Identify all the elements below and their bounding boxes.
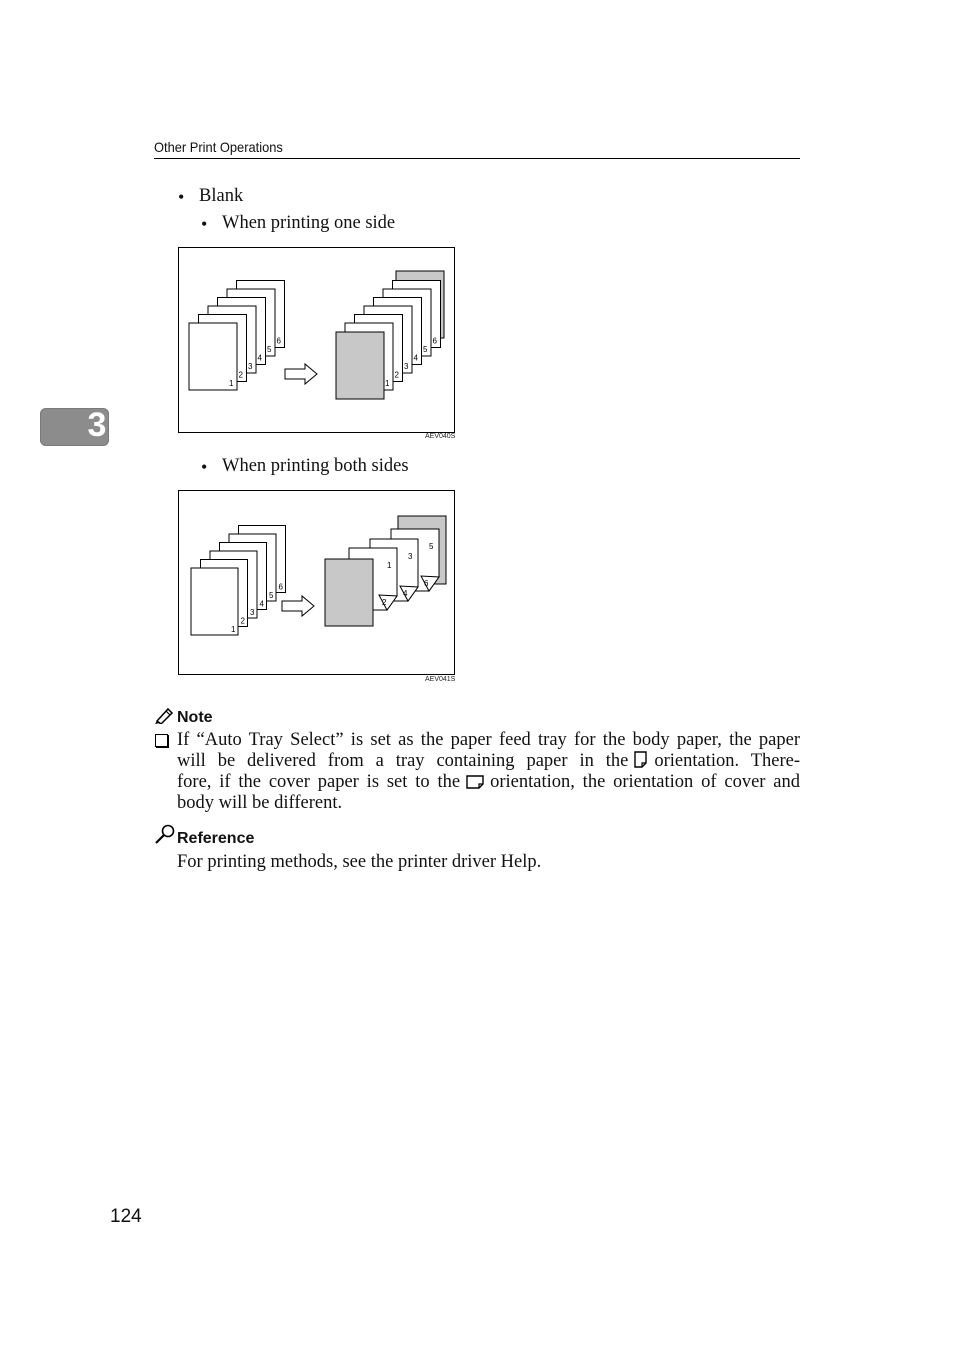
portrait-paper-icon (634, 751, 648, 768)
page-number-label: 5 (423, 345, 428, 354)
page-number-label: 4 (257, 353, 262, 363)
figure-both-sides (178, 490, 455, 675)
note-line (177, 751, 800, 772)
page-number-label: 1 (231, 625, 236, 634)
paper-sheet (336, 332, 384, 399)
page-number-label: 2 (394, 370, 399, 380)
list-item-blank: Blank (199, 186, 244, 206)
page-number-label: 3 (408, 552, 413, 561)
note-heading: Note (177, 709, 213, 726)
reference-body: For printing methods, see the printer driver Help. (177, 852, 542, 872)
note-line (177, 772, 800, 793)
note-body (177, 730, 800, 814)
magnifier-icon (154, 824, 176, 844)
bullet-icon: • (201, 214, 208, 234)
page-number-label: 1 (229, 379, 234, 388)
figure-code: AEV040S (425, 433, 456, 440)
note-text: fore, if the cover paper is set to the (177, 772, 461, 792)
page-number-label: 6 (432, 336, 437, 346)
arrow-icon (282, 596, 314, 616)
page-number-label: 4 (413, 353, 418, 363)
header-rule (154, 158, 800, 159)
page-number-label: 3 (248, 362, 253, 371)
page-number-label: 1 (387, 561, 392, 570)
both-sides-diagram (179, 491, 454, 674)
note-text: orientation. There- (654, 751, 800, 771)
note-line: If “Auto Tray Select” is set as the paper feed tray for the body paper, the paper (177, 730, 800, 750)
paper-sheet (325, 559, 373, 626)
page-number-label: 2 (238, 370, 243, 380)
figure-one-side (178, 247, 455, 433)
page-number-label: 5 (269, 591, 274, 600)
page-number-label: 6 (276, 336, 281, 346)
reference-heading: Reference (177, 830, 255, 847)
page-number-label: 2 (240, 616, 245, 626)
page-number-label: 6 (424, 579, 429, 588)
figure-code: AEV041S (425, 676, 456, 683)
bullet-icon: • (178, 187, 185, 207)
page-number-label: 6 (278, 582, 283, 592)
note-text: orientation, the orientation of cover and (490, 772, 800, 792)
arrow-icon (285, 364, 317, 384)
note-text: will be delivered from a tray containing paper in the (177, 751, 629, 771)
page-number-label: 1 (385, 379, 390, 388)
page-number-label: 3 (250, 608, 255, 617)
sub-item-one-side: When printing one side (222, 213, 396, 233)
one-side-diagram (179, 248, 454, 432)
page-number-label: 2 (382, 598, 387, 607)
page-number-label: 3 (404, 362, 409, 371)
page-number-label: 5 (267, 345, 272, 354)
checkbox-icon (155, 734, 168, 747)
page-number-label: 4 (259, 599, 264, 609)
sub-item-both-sides: When printing both sides (222, 456, 409, 476)
page-number-label: 5 (429, 542, 434, 551)
pencil-icon (154, 706, 174, 724)
running-header: Other Print Operations (154, 139, 283, 155)
chapter-number: 3 (87, 406, 107, 444)
page-number-label: 4 (403, 589, 408, 598)
page-number: 124 (110, 1206, 142, 1227)
note-line: body will be different. (177, 793, 343, 813)
landscape-paper-icon (466, 775, 484, 789)
bullet-icon: • (201, 457, 208, 477)
